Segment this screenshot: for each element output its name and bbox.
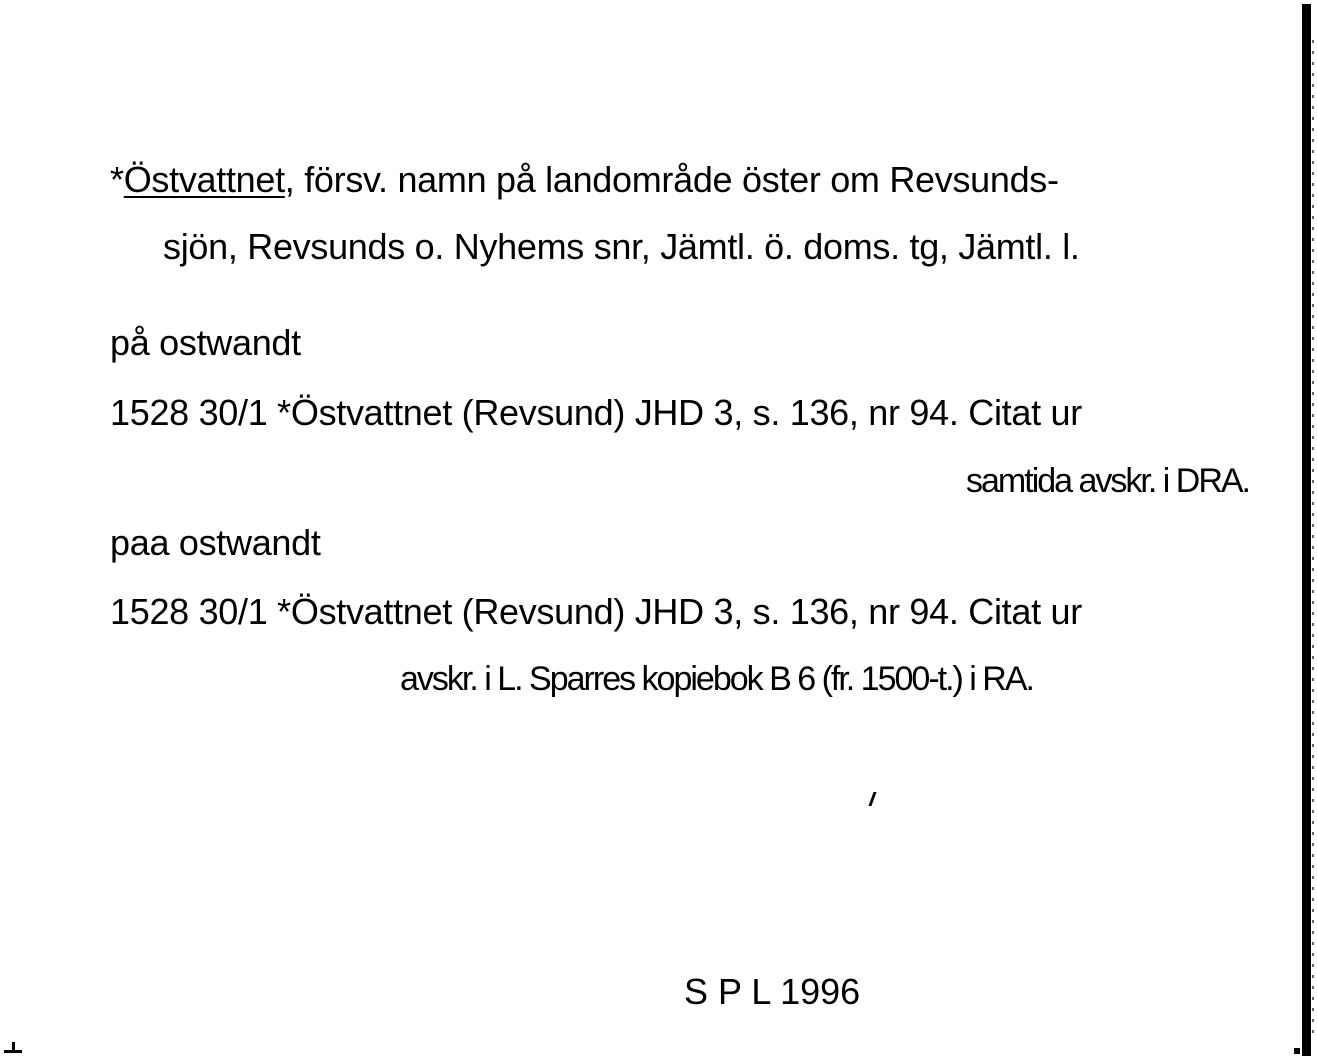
stray-tick-mark — [868, 792, 876, 806]
entry-line-2: sjön, Revsunds o. Nyhems snr, Jämtl. ö. doms. tg, Jämtl. l. — [163, 226, 1080, 267]
entry-line-1 — [110, 160, 1059, 200]
signature: S P L 1996 — [684, 971, 861, 1012]
form-1-name: på ostwandt — [110, 322, 301, 363]
form-1-source: samtida avskr. i DRA. — [966, 462, 1249, 500]
card-edge-border — [1302, 4, 1311, 1056]
entry-line-1-rest: , försv. namn på landområde öster om Revsunds- — [284, 159, 1059, 200]
form-1-citation: 1528 30/1 *Östvattnet (Revsund) JHD 3, s. 136, nr 94. Citat ur — [110, 392, 1082, 433]
card-edge-speckle — [1312, 40, 1314, 1040]
bottom-corner-dot — [1294, 1048, 1300, 1054]
entry-headword: Östvattnet — [123, 159, 285, 200]
form-2-name: paa ostwandt — [110, 522, 321, 563]
corner-crop-mark — [4, 1042, 22, 1056]
form-2-source: avskr. i L. Sparres kopiebok B 6 (fr. 1500-t.) i RA. — [400, 660, 1033, 698]
form-2-citation: 1528 30/1 *Östvattnet (Revsund) JHD 3, s. 136, nr 94. Citat ur — [110, 591, 1082, 632]
entry-marker: * — [110, 159, 124, 200]
